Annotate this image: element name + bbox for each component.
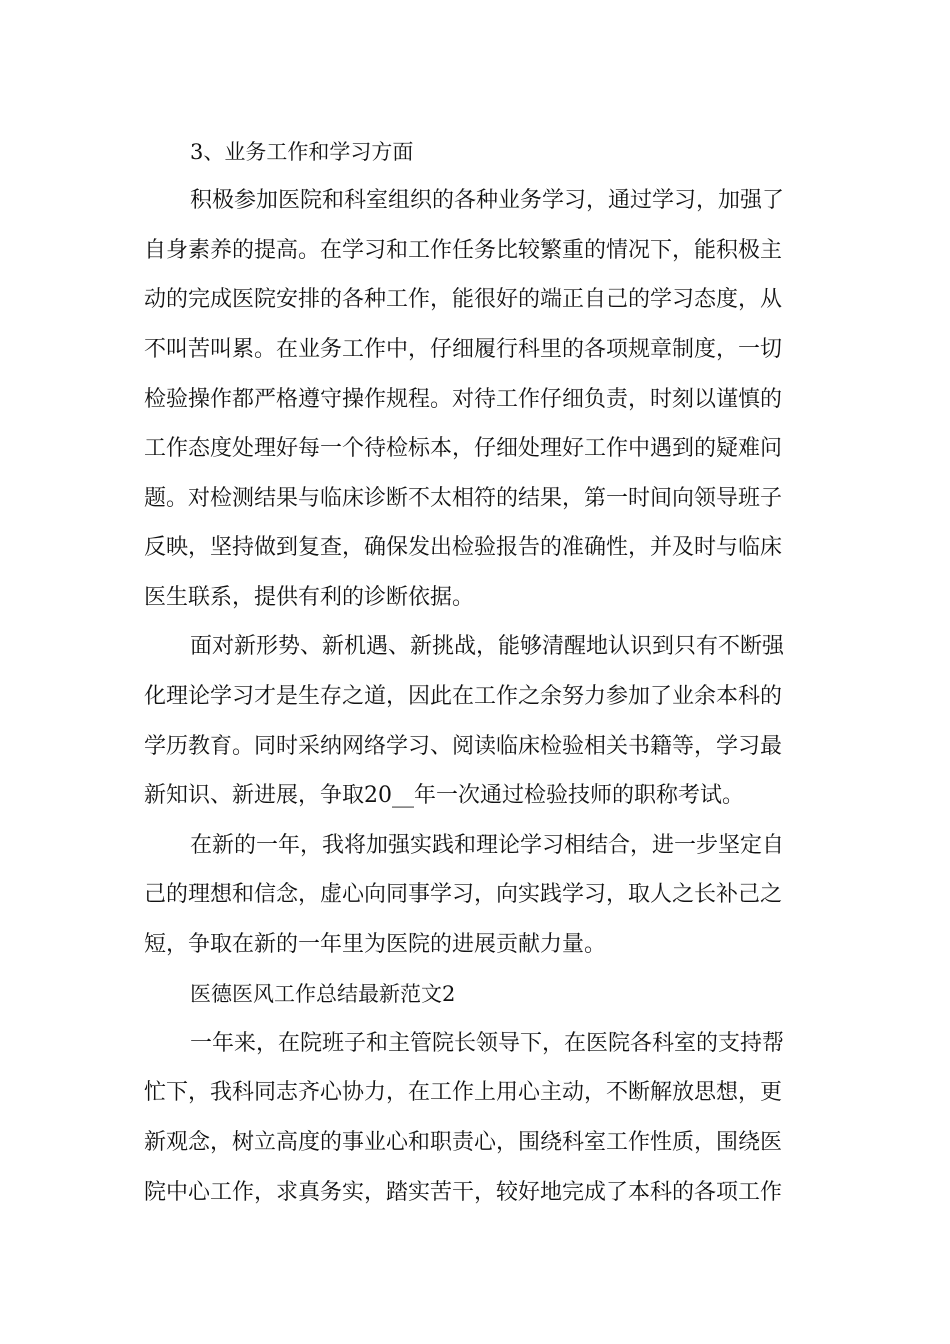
paragraph-line: 动的完成医院安排的各种工作，能很好的端正自己的学习态度，从 xyxy=(144,287,783,312)
paragraph-line: 工作态度处理好每一个待检标本，仔细处理好工作中遇到的疑难问 xyxy=(144,436,783,461)
paragraph-line: 学历教育。同时采纳网络学习、阅读临床检验相关书籍等，学习最 xyxy=(144,734,783,759)
section-heading: 医德医风工作总结最新范文2 xyxy=(190,982,456,1006)
paragraph-line: 医生联系，提供有利的诊断依据。 xyxy=(144,585,475,610)
paragraph-line: 新观念，树立高度的事业心和职责心，围绕科室工作性质，围绕医 xyxy=(144,1130,783,1155)
paragraph-line: 短，争取在新的一年里为医院的进展贡献力量。 xyxy=(144,932,607,957)
paragraph-line: 在新的一年，我将加强实践和理论学习相结合，进一步坚定自 xyxy=(190,833,785,858)
paragraph-line: 不叫苦叫累。在业务工作中，仔细履行科里的各项规章制度，一切 xyxy=(144,337,783,362)
paragraph-line: 积极参加医院和科室组织的各种业务学习，通过学习，加强了 xyxy=(190,188,785,213)
paragraph-line: 己的理想和信念，虚心向同事学习，向实践学习，取人之长补己之 xyxy=(144,882,783,907)
paragraph-line: 新知识、新进展，争取20__年一次通过检验技师的职称考试。 xyxy=(144,783,744,808)
paragraph-line: 化理论学习才是生存之道，因此在工作之余努力参加了业余本科的 xyxy=(144,684,783,709)
paragraph-line: 题。对检测结果与临床诊断不太相符的结果，第一时间向领导班子 xyxy=(144,486,783,511)
paragraph-line: 院中心工作，求真务实，踏实苦干，较好地完成了本科的各项工作 xyxy=(144,1180,783,1205)
paragraph-line: 面对新形势、新机遇、新挑战，能够清醒地认识到只有不断强 xyxy=(190,634,785,659)
paragraph-line: 自身素养的提高。在学习和工作任务比较繁重的情况下，能积极主 xyxy=(144,238,783,263)
paragraph-line: 反映，坚持做到复查，确保发出检验报告的准确性，并及时与临床 xyxy=(144,535,783,560)
paragraph-line: 忙下，我科同志齐心协力，在工作上用心主动，不断解放思想，更 xyxy=(144,1080,783,1105)
paragraph-line: 检验操作都严格遵守操作规程。对待工作仔细负责，时刻以谨慎的 xyxy=(144,387,783,412)
paragraph-line: 一年来，在院班子和主管院长领导下，在医院各科室的支持帮 xyxy=(190,1031,785,1056)
section-heading: 3、业务工作和学习方面 xyxy=(190,140,414,164)
